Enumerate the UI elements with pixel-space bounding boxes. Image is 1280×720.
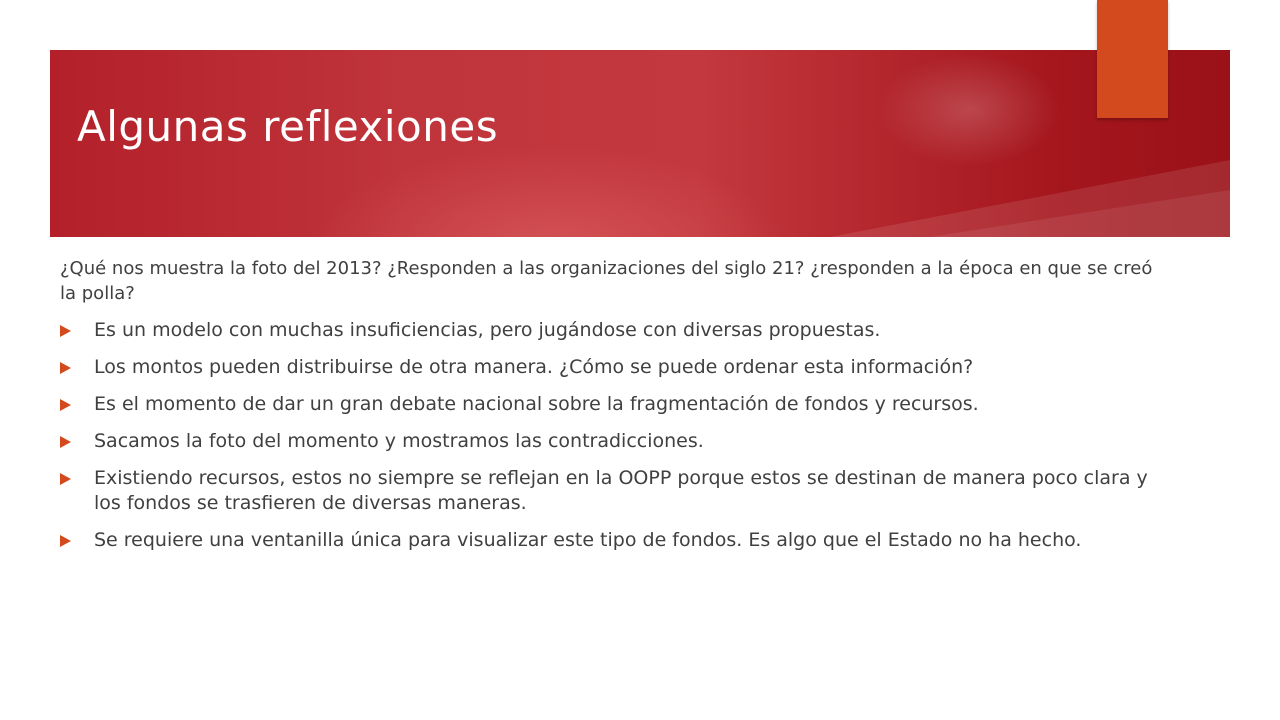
triangle-right-icon (60, 473, 71, 485)
triangle-right-icon (60, 535, 71, 547)
bullet-text: Es un modelo con muchas insuficiencias, pero jugándose con diversas propuestas. (94, 319, 881, 341)
triangle-right-icon (60, 399, 71, 411)
bullet-item (60, 392, 1160, 417)
bullet-item (60, 528, 1160, 553)
triangle-right-icon (60, 436, 71, 448)
bullet-item (60, 318, 1160, 343)
title-banner (50, 50, 1230, 237)
bullet-text: Existiendo recursos, estos no siempre se reflejan en la OOPP porque estos se destinan de manera poco clara y los fondos se trasfieren de diversas maneras. (94, 467, 1148, 514)
bullet-text: Es el momento de dar un gran debate nacional sobre la fragmentación de fondos y recursos. (94, 393, 979, 415)
bullet-item (60, 355, 1160, 380)
slide-title: Algunas reflexiones (77, 102, 499, 151)
bullet-text: Los montos pueden distribuirse de otra manera. ¿Cómo se puede ordenar esta información? (94, 356, 974, 378)
bullet-item (60, 466, 1160, 516)
bullet-text: Sacamos la foto del momento y mostramos las contradicciones. (94, 430, 704, 452)
triangle-right-icon (60, 362, 71, 374)
bullet-item (60, 429, 1160, 454)
intro-paragraph: ¿Qué nos muestra la foto del 2013? ¿Responden a las organizaciones del siglo 21? ¿responden a la época en que se creó la polla? (60, 258, 1153, 304)
triangle-right-icon (60, 325, 71, 337)
slide-content (60, 256, 1160, 565)
accent-tab (1097, 0, 1168, 118)
bullet-text: Se requiere una ventanilla única para visualizar este tipo de fondos. Es algo que el Estado no ha hecho. (94, 529, 1082, 551)
bullet-list (60, 318, 1160, 553)
